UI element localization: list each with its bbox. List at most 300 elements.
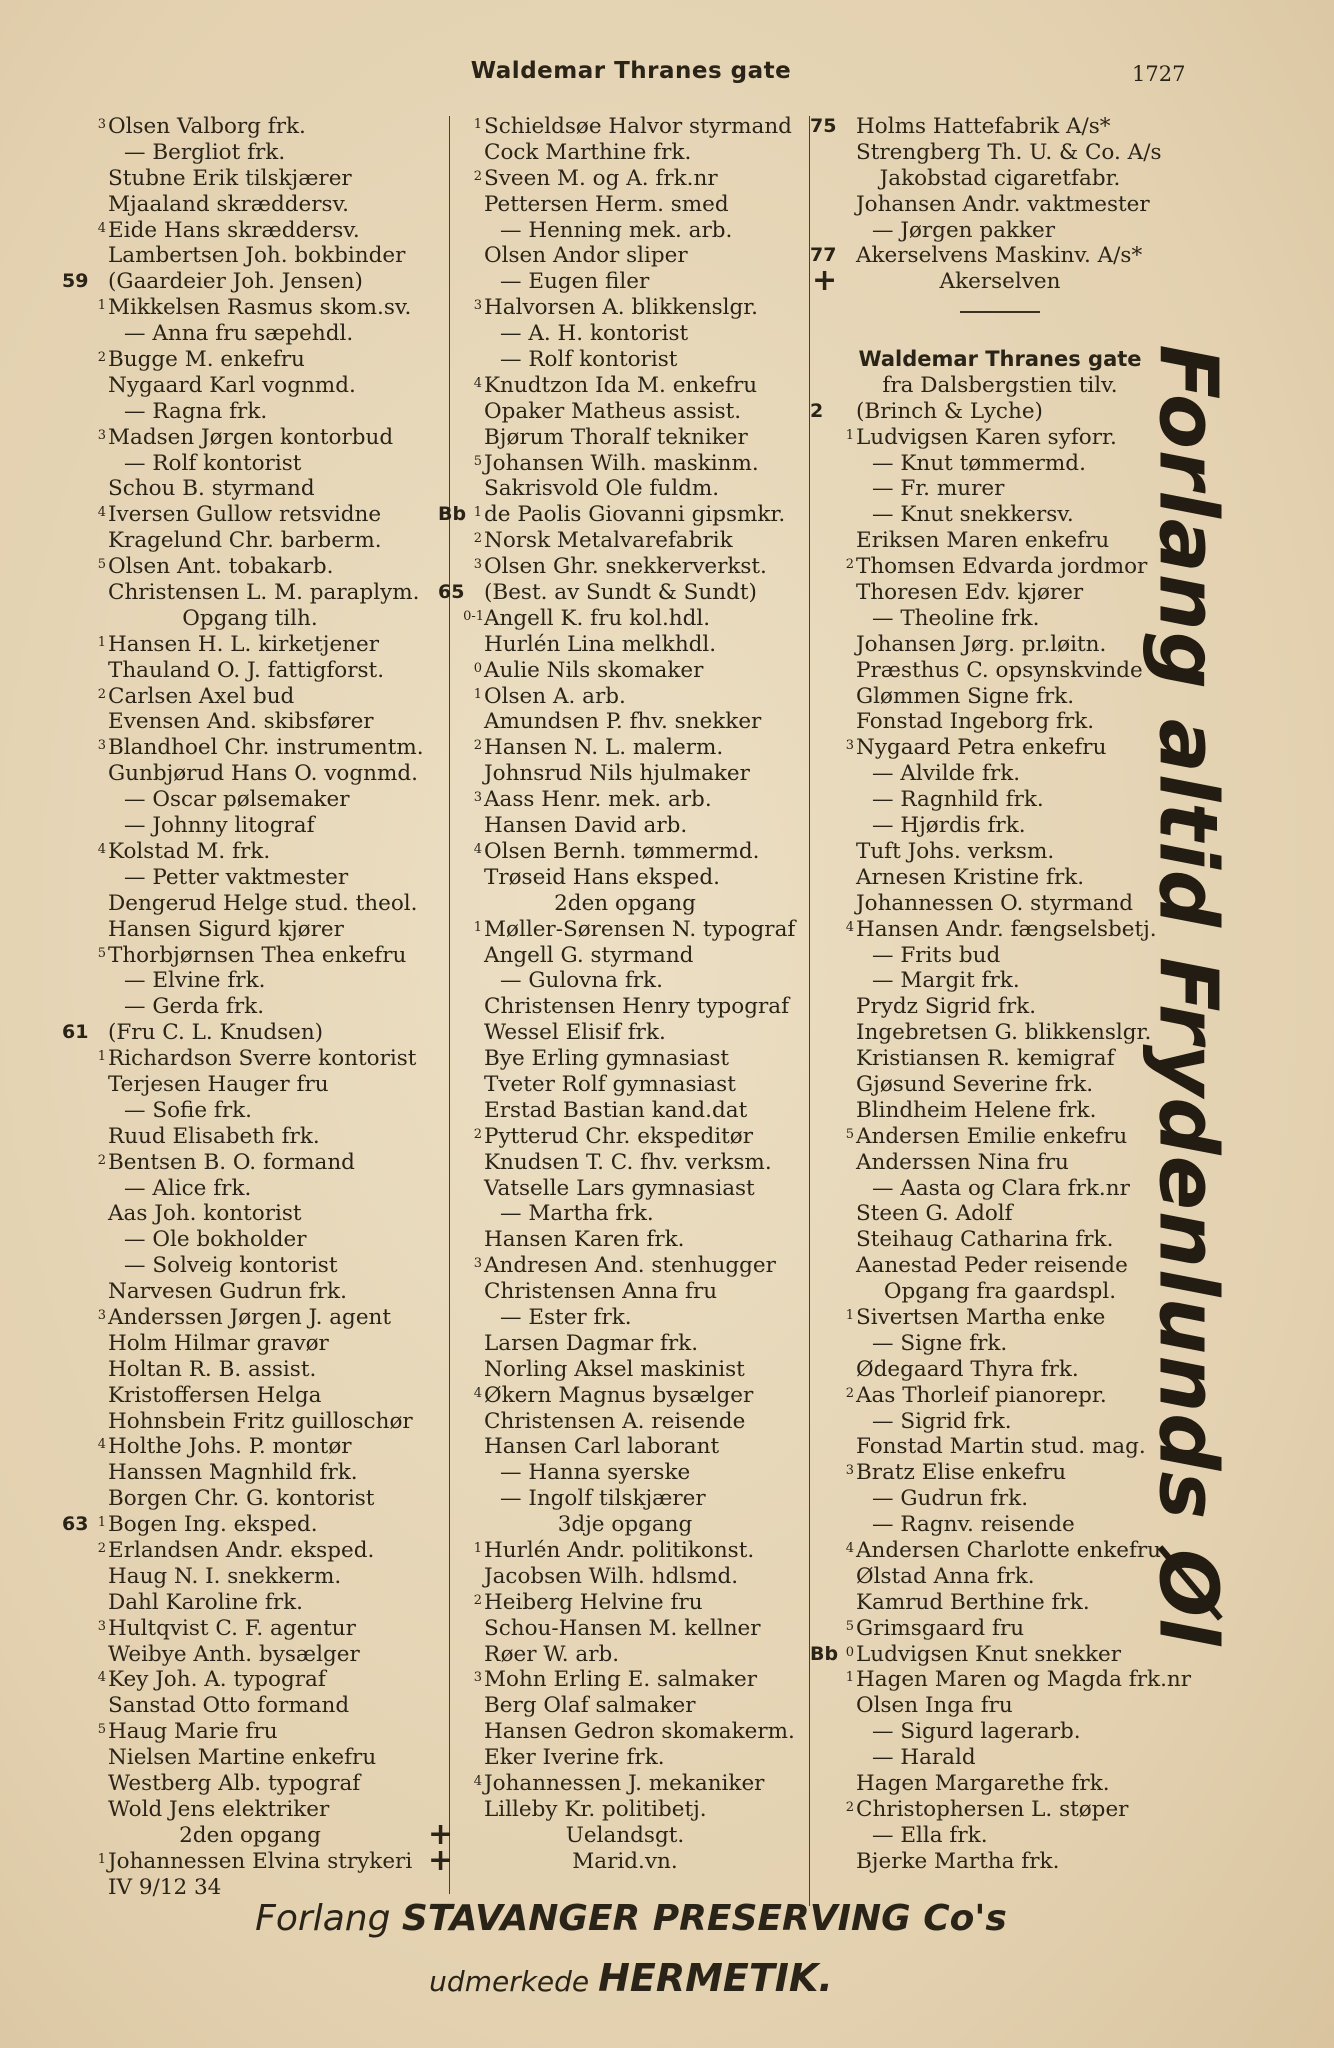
entry-text: Eide Hans skræddersv. [108,217,360,243]
directory-entry [438,528,812,554]
entry-text: Hultqvist C. F. agentur [108,1615,356,1641]
directory-entry [62,295,438,321]
entry-text: Olsen Ghr. snekkerverkst. [484,554,767,580]
directory-entry [62,166,438,192]
floor-marker: 3 [473,790,482,806]
entry-text: Pytterud Chr. ekspeditør [484,1123,753,1149]
entry-text: Steihaug Catharina frk. [856,1227,1114,1253]
entry-text: — Martha frk. [500,1201,654,1227]
directory-entry [438,917,812,943]
entry-text: Norling Aksel maskinist [484,1356,745,1382]
directory-entry [438,269,812,295]
floor-marker: 1 [97,1049,106,1065]
entry-text: Wessel Elisif frk. [484,1020,666,1046]
entry-text: Hansen Karen frk. [484,1227,685,1253]
directory-entry [62,735,438,761]
entry-text: — Frits bud [872,942,1001,968]
entry-text: Jakobstad cigaretfabr. [879,165,1121,191]
floor-marker: 3 [473,298,482,314]
floor-marker: 0 [845,1644,854,1660]
entry-text: Sveen M. og A. frk.nr [484,165,718,191]
entry-text: — Ole bokholder [124,1227,307,1253]
entry-text: Johannessen J. mekaniker [484,1771,765,1796]
directory-entry [438,839,812,865]
entry-text: Stubne Erik tilskjærer [108,165,352,191]
directory-entry [62,451,438,477]
directory-entry [62,865,438,891]
floor-marker: 4 [845,919,854,935]
directory-entry [438,192,812,218]
directory-entry [428,1842,812,1878]
directory-entry [62,243,438,269]
directory-entry [438,166,812,192]
directory-entry [438,1771,812,1797]
entry-text: Akerselven [939,269,1061,295]
entry-text: Thauland O. J. fattigforst. [108,657,385,683]
directory-entry [810,1771,1190,1797]
entry-text: Norsk Metalvarefabrik [484,528,733,554]
floor-marker: 1 [473,1540,482,1556]
floor-marker: 2 [473,1592,482,1608]
entry-text: Mikkelsen Rasmus skom.sv. [108,295,412,321]
directory-entry [438,321,812,347]
entry-text: — Margit frk. [872,968,1020,994]
street-number: 61 [62,1021,89,1044]
entry-text: — A. H. kontorist [500,321,689,347]
directory-entry [62,606,438,632]
directory-entry [62,1460,438,1486]
directory-entry [62,269,438,295]
entry-text: Hurlén Lina melkhdl. [484,631,717,657]
entry-text: Hansen Carl laborant [484,1434,720,1460]
entry-text: — Sofie frk. [124,1097,253,1123]
directory-entry [62,218,438,244]
entry-text: Præsthus C. opsynskvinde [856,657,1143,683]
entry-text: — Hjørdis frk. [872,813,1026,839]
entry-text: Kragelund Chr. barberm. [108,528,382,554]
directory-entry [438,502,812,528]
bottom-ad-brand: STAVANGER PRESERVING Co's [401,1898,1007,1939]
directory-entry [62,1201,438,1227]
entry-text: — Aasta og Clara frk.nr [872,1175,1130,1201]
directory-entry [438,1279,812,1305]
entry-text: Tveter Rolf gymnasiast [484,1071,736,1097]
entry-text: Blandhoel Chr. instrumentm. [108,735,424,761]
directory-entry [810,347,1190,373]
directory-entry [62,1616,438,1642]
entry-text: Strengberg Th. U. & Co. A/s [856,139,1162,165]
directory-entry [438,865,812,891]
entry-text: Berg Olaf salmaker [484,1693,696,1719]
directory-entry [62,476,438,502]
entry-text: Christensen L. M. paraplym. [108,580,420,606]
floor-marker: 3 [473,557,482,573]
floor-marker: 5 [845,1126,854,1142]
entry-text: Holms Hattefabrik A/s* [856,114,1111,139]
entry-text: Nielsen Martine enkefru [108,1745,377,1771]
directory-entry [438,943,812,969]
directory-entry [62,1176,438,1202]
entry-text: 2den opgang [554,890,696,916]
directory-entry [62,399,438,425]
directory-entry [62,1771,438,1797]
directory-entry [438,1616,812,1642]
floor-marker: 4 [97,1437,106,1453]
directory-entry [438,1331,812,1357]
entry-text: — Alvilde frk. [872,761,1021,787]
directory-entry [62,1046,438,1072]
directory-entry [438,373,812,399]
directory-entry [438,1150,812,1176]
directory-entry [438,1512,812,1538]
floor-marker: 1 [473,117,482,132]
directory-entry [62,943,438,969]
entry-text: Olsen Inga fru [856,1693,1013,1719]
entry-text: Madsen Jørgen kontorbud [108,424,394,450]
entry-text: Aas Joh. kontorist [108,1201,302,1227]
entry-text: Olsen A. arb. [484,683,626,709]
entry-text: — Knut tømmermd. [872,450,1086,476]
entry-text: — Theoline frk. [872,605,1040,631]
directory-entry [62,813,438,839]
entry-text: Røer W. arb. [484,1641,620,1667]
entry-text: (Fru C. L. Knudsen) [108,1020,324,1046]
entry-text: — Fr. murer [872,476,1005,502]
entry-text: — Rolf kontorist [124,450,302,476]
entry-text: Vatselle Lars gymnasiast [484,1175,755,1201]
directory-entry [62,580,438,606]
entry-text: Hansen N. L. malerm. [484,735,724,761]
entry-text: Richardson Sverre kontorist [108,1046,417,1072]
entry-text: — Harald [872,1745,976,1771]
entry-text: Fonstad Ingeborg frk. [856,709,1095,735]
entry-text: Olsen Valborg frk. [108,114,306,139]
entry-text: Ludvigsen Knut snekker [856,1641,1122,1667]
entry-text: Christensen A. reisende [484,1408,746,1434]
entry-text: — Elvine frk. [124,968,266,994]
entry-text: Glømmen Signe frk. [856,683,1075,709]
entry-text: Fonstad Martin stud. mag. [856,1434,1146,1460]
entry-text: — Ragnhild frk. [872,787,1044,813]
floor-marker: 4 [845,1540,854,1556]
directory-entry [438,1564,812,1590]
directory-entry [62,1667,438,1693]
directory-entry [810,1823,1190,1849]
directory-entry [438,735,812,761]
entry-text: 3dje opgang [557,1512,693,1538]
entry-text: — Ester frk. [500,1304,632,1330]
entry-text: Aas Thorleif pianorepr. [856,1382,1107,1408]
section-separator [810,295,1190,321]
directory-entry [438,787,812,813]
directory-entry [438,140,812,166]
entry-text: Waldemar Thranes gate [858,347,1142,372]
page-header-title: Waldemar Thranes gate [470,58,792,84]
entry-text: Tuft Johs. verksm. [856,838,1055,864]
entry-text: Knudtzon Ida M. enkefru [484,372,758,398]
floor-marker: 5 [97,1722,106,1738]
entry-text: — Ragnv. reisende [872,1512,1075,1538]
entry-text: Steen G. Adolf [856,1201,1013,1227]
entry-text: Prydz Sigrid frk. [856,994,1037,1020]
directory-entry [810,1564,1190,1590]
entry-text: Hagen Margarethe frk. [856,1771,1110,1796]
entry-text: Hansen Gedron skomakerm. [484,1719,795,1745]
entry-text: Anderssen Nina fru [856,1149,1069,1175]
floor-marker: 4 [473,375,482,391]
entry-text: — Gudrun frk. [872,1486,1029,1512]
entry-text: Ludvigsen Karen syforr. [856,424,1117,450]
entry-text: Hanssen Magnhild frk. [108,1460,358,1486]
directory-entry [438,658,812,684]
directory-entry [438,891,812,917]
entry-text: Terjesen Hauger fru [108,1071,329,1097]
entry-text: (Best. av Sundt & Sundt) [484,580,757,606]
directory-entry [62,1357,438,1383]
directory-entry [810,1667,1190,1693]
entry-text: Sakrisvold Ole fuldm. [484,476,720,502]
directory-entry [62,1098,438,1124]
entry-text: Sivertsen Martha enke [856,1304,1106,1330]
floor-marker: 3 [97,1307,106,1323]
floor-marker: 5 [97,945,106,961]
cross-icon: + [812,263,838,299]
entry-text: Nygaard Petra enkefru [856,735,1107,761]
directory-entry [810,321,1190,347]
directory-entry [810,243,1190,269]
directory-entry [810,166,1190,192]
floor-marker: 4 [473,1774,482,1789]
entry-text: Weibye Anth. bysælger [108,1641,360,1667]
street-number: 63 [62,1513,89,1536]
entry-text: Eriksen Maren enkefru [856,528,1110,554]
floor-marker: 4 [97,1670,106,1686]
entry-text: Kolstad M. frk. [108,838,271,864]
directory-entry [62,1875,438,1901]
directory-entry [438,243,812,269]
directory-entry [62,1693,438,1719]
entry-text: Gjøsund Severine frk. [856,1071,1094,1097]
floor-marker: 3 [97,427,106,443]
directory-entry [438,1020,812,1046]
directory-entry [810,192,1190,218]
entry-text: Marid.vn. [572,1848,678,1874]
directory-entry [62,787,438,813]
directory-entry [62,1279,438,1305]
directory-entry [62,347,438,373]
directory-entry [62,709,438,735]
bottom-ad-product: HERMETIK. [598,1956,833,2000]
entry-text: Kristoffersen Helga [108,1382,322,1408]
entry-text: Holthe Johs. P. montør [108,1434,352,1460]
directory-entry [438,1176,812,1202]
directory-entry [62,1564,438,1590]
entry-text: Holm Hilmar gravør [108,1330,329,1356]
directory-entry [438,1357,812,1383]
entry-text: Hohnsbein Fritz guilloschør [108,1408,413,1434]
floor-marker: 2 [473,168,482,184]
floor-marker: 5 [845,1618,854,1634]
floor-marker: 2 [473,1126,482,1142]
entry-text: Thoresen Edv. kjører [856,580,1084,606]
entry-text: — Henning mek. arb. [500,217,733,243]
directory-entry [438,994,812,1020]
directory-entry [438,399,812,425]
dash-separator [960,311,1040,313]
directory-entry [438,606,812,632]
directory-entry [438,476,812,502]
entry-text: Angell G. styrmand [484,942,694,968]
entry-text: IV 9/12 34 [108,1874,222,1900]
entry-text: Bjerke Martha frk. [856,1848,1060,1874]
directory-entry [428,1816,812,1852]
entry-text: Larsen Dagmar frk. [484,1330,699,1356]
entry-text: Christensen Anna fru [484,1279,718,1305]
floor-marker: 2 [845,1799,854,1815]
entry-text: Heiberg Helvine fru [484,1589,703,1615]
entry-text: — Oscar pølsemaker [124,787,350,813]
floor-marker: 5 [97,557,106,573]
entry-text: Olsen Ant. tobakarb. [108,554,334,580]
floor-marker: 1 [845,1670,854,1686]
entry-text: — Rolf kontorist [500,347,678,373]
directory-entry [62,373,438,399]
entry-text: Key Joh. A. typograf [108,1667,326,1693]
entry-text: Bentsen B. O. formand [108,1149,355,1175]
bottom-advertisement-line-2 [0,1956,1262,2000]
entry-text: Johansen Jørg. pr.løitn. [856,631,1107,657]
floor-marker: 5 [473,453,482,469]
directory-entry [438,709,812,735]
directory-entry [438,632,812,658]
entry-text: Bratz Elise enkefru [856,1460,1067,1486]
entry-text: Johansen Andr. vaktmester [856,191,1150,217]
entry-text: Ødegaard Thyra frk. [856,1356,1079,1382]
floor-marker: 2 [97,686,106,702]
entry-text: — Anna fru sæpehdl. [124,321,354,347]
directory-entry [62,1124,438,1150]
street-number: 77 [810,244,837,267]
entry-text: Iversen Gullow retsvidne [108,502,382,528]
directory-entry [438,1667,812,1693]
floor-marker: 4 [97,505,106,521]
floor-marker: 1 [97,298,106,314]
directory-entry [438,1693,812,1719]
floor-marker: 1 [97,1515,106,1531]
entry-text: Dahl Karoline frk. [108,1589,303,1615]
side-advertisement [1108,344,1268,1646]
directory-entry [438,1745,812,1771]
directory-entry [810,1616,1190,1642]
directory-entry [62,1331,438,1357]
directory-entry [62,1020,438,1046]
entry-text: Halvorsen A. blikkenslgr. [484,295,759,321]
entry-text: fra Dalsbergstien tilv. [882,372,1118,398]
street-number: 59 [62,270,89,293]
floor-marker: 2 [845,557,854,573]
directory-entry [438,1253,812,1279]
entry-text: Aanestad Peder reisende [856,1253,1128,1279]
entry-text: Hansen Sigurd kjører [108,916,344,942]
entry-text: Carlsen Axel bud [108,683,295,709]
directory-entry [438,1486,812,1512]
entry-text: Nygaard Karl vognmd. [108,372,356,398]
directory-entry [810,1538,1190,1564]
cross-icon: + [428,1816,454,1852]
entry-text: Opgang fra gaardspl. [883,1279,1117,1305]
entry-text: — Gulovna frk. [500,968,663,994]
directory-entry [438,1642,812,1668]
directory-entry [62,321,438,347]
entry-text: Arnesen Kristine frk. [856,864,1085,890]
directory-column-1 [62,114,438,1900]
entry-text: — Sigrid frk. [872,1408,1012,1434]
directory-entry [62,1823,438,1849]
entry-text: Andersen Emilie enkefru [856,1123,1128,1149]
floor-marker: 1 [473,505,482,521]
directory-entry [438,1719,812,1745]
entry-text: — Bergliot frk. [124,139,286,165]
street-number: Bb [810,1642,839,1665]
entry-text: Akerselvens Maskinv. A/s* [856,243,1143,269]
directory-entry [438,580,812,606]
entry-text: Hansen H. L. kirketjener [108,631,380,657]
floor-marker: 3 [845,1463,854,1479]
directory-entry [62,502,438,528]
directory-entry [62,425,438,451]
bottom-ad-prefix: Forlang [255,1898,391,1939]
directory-entry [62,1227,438,1253]
entry-text: Angell K. fru kol.hdl. [484,605,711,631]
floor-marker: 1 [473,686,482,702]
entry-text: (Brinch & Lyche) [856,398,1043,424]
entry-text: Andresen And. stenhugger [484,1253,776,1279]
directory-entry [62,684,438,710]
directory-entry [62,917,438,943]
floor-marker: 3 [97,117,106,132]
floor-marker: 0 [473,660,482,676]
directory-entry [62,1719,438,1745]
directory-entry [62,1383,438,1409]
entry-text: Kristiansen R. kemigraf [856,1046,1115,1072]
street-number: Bb [438,503,467,526]
directory-entry [62,1642,438,1668]
entry-text: — Sigurd lagerarb. [872,1719,1081,1745]
directory-entry [438,425,812,451]
directory-entry [62,994,438,1020]
entry-text: — Eugen filer [500,269,650,295]
directory-entry [438,761,812,787]
entry-text: Holtan R. B. assist. [108,1356,317,1382]
entry-text: — Alice frk. [124,1175,252,1201]
floor-marker: 4 [473,1385,482,1401]
entry-text: Aulie Nils skomaker [484,657,704,683]
directory-entry [438,813,812,839]
entry-text: Jacobsen Wilh. hdlsmd. [484,1563,739,1589]
directory-column-2 [428,114,812,1878]
floor-marker: 2 [97,1152,106,1168]
entry-text: Lilleby Kr. politibetj. [484,1796,707,1822]
entry-text: Wold Jens elektriker [108,1796,330,1822]
floor-marker: 3 [473,1670,482,1686]
entry-text: de Paolis Giovanni gipsmkr. [484,502,786,528]
entry-text: Bogen Ing. eksped. [108,1512,318,1538]
directory-entry [62,140,438,166]
floor-marker: 3 [97,738,106,754]
directory-entry [62,1538,438,1564]
floor-marker: 1 [473,919,482,935]
directory-entry [438,1305,812,1331]
